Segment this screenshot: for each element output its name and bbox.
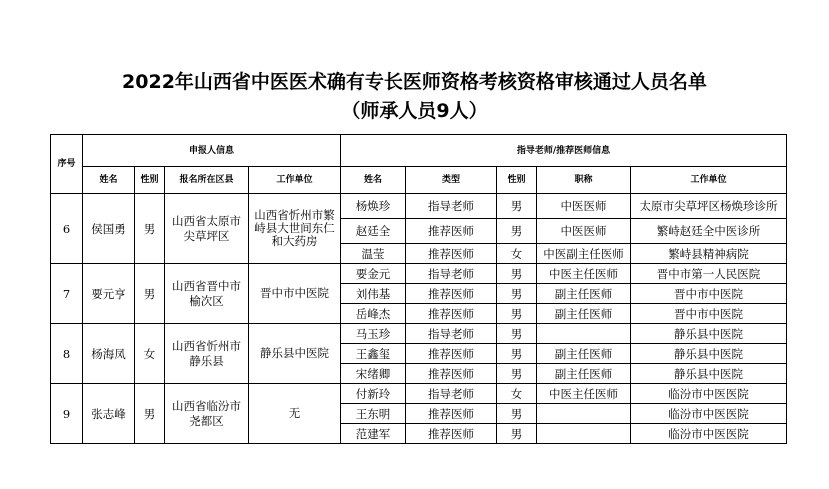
header-work-unit: 工作单位 <box>249 167 341 194</box>
document-title: 2022年山西省中医医术确有专长医师资格考核资格审核通过人员名单 <box>122 71 707 93</box>
teacher-gender: 男 <box>497 219 537 244</box>
teacher-name: 马玉珍 <box>341 324 406 344</box>
teacher-title <box>537 324 631 344</box>
teacher-unit: 晋中市中医院 <box>631 284 787 304</box>
teacher-unit: 晋中市第一人民医院 <box>631 264 787 284</box>
applicant-region: 山西省忻州市静乐县 <box>165 324 249 384</box>
teacher-name: 杨焕珍 <box>341 194 406 219</box>
header-teacher-type: 类型 <box>406 167 497 194</box>
applicant-name: 杨海凤 <box>83 324 135 384</box>
teacher-gender: 女 <box>497 244 537 264</box>
teacher-unit: 静乐县中医院 <box>631 364 787 384</box>
teacher-type: 指导老师 <box>406 384 497 404</box>
teacher-gender: 男 <box>497 404 537 424</box>
teacher-gender: 男 <box>497 344 537 364</box>
table-row <box>51 194 787 219</box>
teacher-name: 王东明 <box>341 404 406 424</box>
teacher-unit: 临汾市中医医院 <box>631 404 787 424</box>
teacher-name: 岳峰杰 <box>341 304 406 324</box>
header-seq: 序号 <box>51 135 83 194</box>
teacher-type: 指导老师 <box>406 264 497 284</box>
applicant-seq: 8 <box>51 324 83 384</box>
teacher-title: 副主任医师 <box>537 284 631 304</box>
teacher-type: 推荐医师 <box>406 219 497 244</box>
applicant-work-unit: 静乐县中医院 <box>249 324 341 384</box>
teacher-title: 副主任医师 <box>537 304 631 324</box>
teacher-unit: 临汾市中医医院 <box>631 424 787 444</box>
header-teacher-gender: 性别 <box>497 167 537 194</box>
header-row-columns <box>51 167 787 194</box>
header-teacher-group: 指导老师/推荐医师信息 <box>341 135 787 167</box>
header-row-group <box>51 135 787 167</box>
teacher-name: 赵廷全 <box>341 219 406 244</box>
teacher-unit: 太原市尖草坪区杨焕珍诊所 <box>631 194 787 219</box>
applicant-gender: 女 <box>135 324 165 384</box>
teacher-gender: 男 <box>497 324 537 344</box>
table-row <box>51 324 787 344</box>
teacher-name: 要金元 <box>341 264 406 284</box>
teacher-type: 推荐医师 <box>406 304 497 324</box>
teacher-unit: 静乐县中医院 <box>631 324 787 344</box>
teacher-type: 指导老师 <box>406 194 497 219</box>
teacher-title: 中医医师 <box>537 219 631 244</box>
teacher-title: 副主任医师 <box>537 344 631 364</box>
applicant-gender: 男 <box>135 384 165 444</box>
applicant-name: 张志峰 <box>83 384 135 444</box>
applicant-table <box>50 134 787 444</box>
header-applicant-group: 申报人信息 <box>83 135 341 167</box>
teacher-unit: 繁峙县精神病院 <box>631 244 787 264</box>
teacher-unit: 繁峙赵廷全中医诊所 <box>631 219 787 244</box>
teacher-title <box>537 404 631 424</box>
applicant-seq: 9 <box>51 384 83 444</box>
teacher-gender: 男 <box>497 194 537 219</box>
teacher-unit: 静乐县中医院 <box>631 344 787 364</box>
teacher-gender: 男 <box>497 364 537 384</box>
teacher-title: 中医主任医师 <box>537 384 631 404</box>
teacher-type: 推荐医师 <box>406 424 497 444</box>
teacher-name: 刘伟基 <box>341 284 406 304</box>
applicant-seq: 7 <box>51 264 83 324</box>
applicant-region: 山西省晋中市榆次区 <box>165 264 249 324</box>
teacher-title: 中医医师 <box>537 194 631 219</box>
header-region: 报名所在区县 <box>165 167 249 194</box>
applicant-seq: 6 <box>51 194 83 264</box>
teacher-type: 推荐医师 <box>406 344 497 364</box>
teacher-name: 温莹 <box>341 244 406 264</box>
table-row <box>51 384 787 404</box>
teacher-gender: 男 <box>497 424 537 444</box>
applicant-work-unit: 晋中市中医院 <box>249 264 341 324</box>
teacher-gender: 男 <box>497 284 537 304</box>
teacher-gender: 男 <box>497 264 537 284</box>
applicant-gender: 男 <box>135 264 165 324</box>
document-subtitle: （师承人员9人） <box>341 100 488 122</box>
teacher-title: 副主任医师 <box>537 364 631 384</box>
teacher-type: 推荐医师 <box>406 364 497 384</box>
teacher-type: 推荐医师 <box>406 284 497 304</box>
teacher-gender: 男 <box>497 304 537 324</box>
header-teacher-name: 姓名 <box>341 167 406 194</box>
teacher-title: 中医副主任医师 <box>537 244 631 264</box>
applicant-gender: 男 <box>135 194 165 264</box>
applicant-name: 侯国勇 <box>83 194 135 264</box>
teacher-name: 范建军 <box>341 424 406 444</box>
applicant-region: 山西省临汾市尧都区 <box>165 384 249 444</box>
applicant-work-unit: 无 <box>249 384 341 444</box>
header-teacher-unit: 工作单位 <box>631 167 787 194</box>
applicant-region: 山西省太原市尖草坪区 <box>165 194 249 264</box>
teacher-title <box>537 424 631 444</box>
teacher-type: 推荐医师 <box>406 404 497 424</box>
teacher-type: 指导老师 <box>406 324 497 344</box>
teacher-gender: 女 <box>497 384 537 404</box>
header-teacher-title: 职称 <box>537 167 631 194</box>
teacher-name: 宋绪卿 <box>341 364 406 384</box>
teacher-name: 付新玲 <box>341 384 406 404</box>
teacher-name: 王鑫玺 <box>341 344 406 364</box>
header-name: 姓名 <box>83 167 135 194</box>
teacher-unit: 临汾市中医医院 <box>631 384 787 404</box>
applicant-work-unit: 山西省忻州市繁峙县大世间东仁和大药房 <box>249 194 341 264</box>
teacher-type: 推荐医师 <box>406 244 497 264</box>
teacher-unit: 晋中市中医院 <box>631 304 787 324</box>
table-row <box>51 264 787 284</box>
applicant-name: 要元亨 <box>83 264 135 324</box>
header-gender: 性别 <box>135 167 165 194</box>
teacher-title: 中医主任医师 <box>537 264 631 284</box>
